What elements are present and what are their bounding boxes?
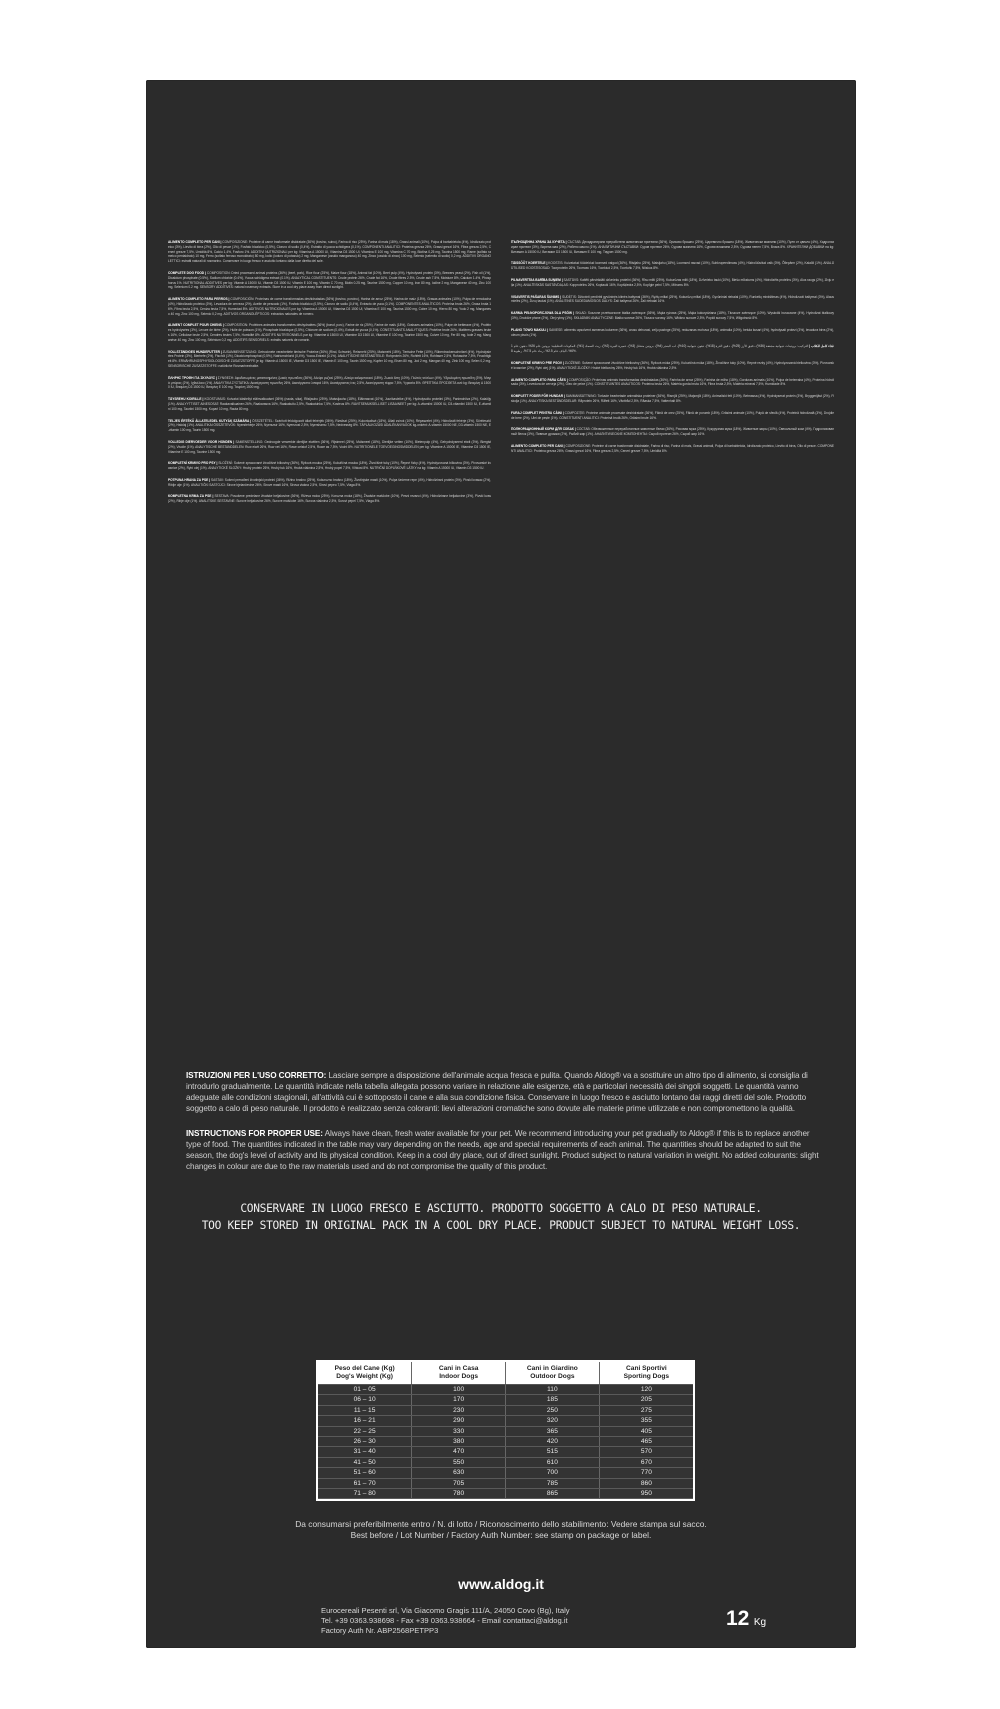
ingredient-block: TELJES ÉRTÉKŰ ÁLLATELEDEL KUTYÁK SZÁMÁRA | ÖSSZETÉTEL: Szárított feldolgozott állati fehérjék (36%), Rizsliszt (25%), Kukoricaliszt (18%), Állati zsírok (10%), Répaszelet (4%), Hidrolizált fehérje (3%), Sörélesztő (2%), Halolaj (1%). ANALITIKAI ÖSSZETEVŐK: Nyersfehérje 26%, Nyerszsír 16%, Nyersrost 2,5%, Nyershamu 7,5%, Nedvesség 8%. TÁPLÁLKOZÁSI ADALÉKANYAGOK kg-onként: A-vitamin 15000 NE, D3-vitamin 1500 NE, E-vitamin 100 mg, Taurin 1500 mg. — [168, 418, 491, 433]
table-cell: 01 – 05 — [318, 1385, 412, 1395]
instructions-english — [186, 1128, 820, 1172]
table-cell: 06 – 10 — [318, 1395, 412, 1405]
table-row — [318, 1468, 693, 1478]
table-cell: 470 — [412, 1447, 506, 1457]
header-label-english: Sporting Dogs — [623, 1373, 670, 1380]
ingredient-block: COMPLETE DOG FOOD | COMPOSITION: Dried processed animal proteins (36%) (beef, pork), Rice flour (25%), Maize flour (18%), Animal fat (10%), Beet pulp (4%), Hydrolysed protein (3%), Brewers yeast (2%), Fish oil (1%), Dicalcium phosphate (0.5%), Sodium chloride (0.4%), Yucca schidigera extract (0.1%). ANALYTICAL CONSTITUENTS: Crude protein 26%, Crude fat 16%, Crude fibres 2.5%, Crude ash 7.5%, Moisture 8%, Calcium 1.4%, Phosphorus 1%. NUTRITIONAL ADDITIVES per kg: Vitamin A 15000 IU, Vitamin D3 1500 IU, Vitamin E 100 mg, Vitamin C 70 mg, Biotin 0.25 mg, Taurine 1500 mg, Copper 10 mg, Iron 80 mg, Iodine 2 mg, Manganese 40 mg, Zinc 100 mg, Selenium 0.2 mg. SENSORY ADDITIVES: natural rosemary extracts. Store in a cool dry place away from direct sunlight. — [168, 270, 491, 290]
instructions-it-heading: ISTRUZIONI PER L'USO CORRETTO: — [186, 1071, 327, 1080]
table-cell: 290 — [412, 1416, 506, 1426]
header-label-italian: Cani in Giardino — [526, 1365, 578, 1372]
ingredient-block: KOMPLETT FODER FÖR HUNDAR | SAMMANSÄTTNING: Torkade bearbetade animaliska proteiner (36%), Rismjöl (25%), Majsmjöl (18%), Animaliskt fett (10%), Betmassa (4%), Hydrolyserat protein (3%), Bryggerijäst (2%), Fiskolja (1%). ANALYTISKA BESTÅNDSDELAR: Råprotein 26%, Råfett 16%, Växttråd 2,5%, Råaska 7,5%, Vattenhalt 8%. — [511, 394, 834, 403]
table-cell: 120 — [599, 1385, 693, 1395]
table-cell: 865 — [506, 1489, 600, 1499]
net-weight — [726, 1607, 766, 1631]
table-cell: 630 — [412, 1468, 506, 1478]
table-cell: 700 — [506, 1468, 600, 1478]
address-line-factory-auth: Factory Auth Nr. ABP2568PETPP3 — [321, 1626, 439, 1635]
net-weight-unit: Kg — [753, 1617, 767, 1628]
feeding-table-header-row — [318, 1362, 693, 1385]
table-row — [318, 1437, 693, 1447]
table-cell: 670 — [599, 1457, 693, 1467]
table-cell: 26 – 30 — [318, 1437, 412, 1447]
ingredient-block: KOMPLETNA KRMA ZA PSE | SESTAVA: Posušene predelane živalske beljakovine (36%), Riževa moka (25%), Koruzna moka (18%), Živalske maščobe (10%), Pesni rezanci (4%), Hidrolizirane beljakovine (3%), Pivski kvas (2%), Ribje olje (1%). ANALITSKE SESTAVINE: Surove beljakovine 26%, Surove maščobe 16%, Surova vlaknina 2,5%, Surovi pepel 7,5%, Vlaga 8%. — [168, 494, 492, 504]
ingredient-block: POTPUNA HRANA ZA PSE | SASTAV: Sušeni prerađeni životinjski proteini (36%), Rižino brašno (25%), Kukuruzno brašno (18%), Životinjske masti (10%), Pulpa šećerne repe (4%), Hidrolizirani protein (3%), Pivski kvasac (2%), Riblje ulje (1%). ANALITIČKI SASTOJCI: Sirove bjelančevine 26%, Sirove masti 16%, Sirova vlakna 2,5%, Sirovi pepeo 7,5%, Vlaga 8%. — [168, 477, 491, 487]
table-cell: 205 — [599, 1395, 693, 1405]
ingredient-block: TÄISSÖÖT KOERTELE | KOOSTIS: Kuivatatud töödeldud loomsed valgud (36%), Riisijahu (25%), Maisijahu (18%), Loomsed rasvad (10%), Suhkrupeedimass (4%), Hüdrolüüsitud valk (3%), Õllepärm (2%), Kalaõli (1%). ANALÜÜTILISED KOOSTISOSAD: Toorproteiin 26%, Toorrasv 16%, Toorkiud 2,5%, Toortuhk 7,5%, Niiskus 8%. — [511, 261, 835, 271]
address-line-company: Eurocereali Pesenti srl, Via Giacomo Gragis 111/A, 24050 Covo (Bg), Italy — [321, 1606, 570, 1615]
ingredient-block: PLANO TOWO MAKULI | SAVIESE: alimentu apsolvent asmenas kulurene (36%), arusu dehurasi, zelju pazinge (25%), reduzanas mohuva (18%), animalia (10%), betula kusari (4%), hydrolysati protezi (3%), levadura birra (2%), oleum piscis (1%). — [511, 327, 834, 337]
table-cell: 780 — [412, 1489, 506, 1499]
best-before-english: Best before / Lot Number / Factory Auth Number: see stamp on package or label. — [350, 1530, 652, 1540]
ingredient-block: TÄYSREHU KOIRILLE | KOOSTUMUS: Kuivatut käsitellyt eläinvalkuaiset (36%) (nauta, sika), Riisijauho (25%), Maissijauho (18%), Eläinrasvat (10%), Juurikasleike (4%), Hydrolysoitu proteiini (3%), Panimohiiva (2%), Kalaöljy (1%). ANALYYTTISET AINESOSAT: Raakavalkuainen 26%, Raakarasva 16%, Raakakuitu 2,5%, Raakatuhka 7,5%, Kosteus 8%. RAVITSEMUKSELLISET LISÄAINEET per kg: A-vitamiini 15000 IU, D3-vitamiini 1500 IU, E-vitamiini 100 mg, Tauriini 1500 mg, Kupari 10 mg, Rauta 80 mg. — [168, 397, 491, 411]
table-cell: 770 — [599, 1468, 693, 1478]
table-cell: 330 — [412, 1426, 506, 1436]
table-cell: 100 — [412, 1385, 506, 1395]
table-cell: 320 — [506, 1416, 600, 1426]
website-url: www.aldog.it — [458, 1576, 544, 1592]
table-cell: 51 – 60 — [318, 1468, 412, 1478]
feeding-table — [318, 1362, 693, 1499]
table-cell: 250 — [506, 1405, 600, 1415]
table-cell: 22 – 25 — [318, 1426, 412, 1436]
table-cell: 405 — [599, 1426, 693, 1436]
table-cell: 11 – 15 — [318, 1405, 412, 1415]
table-cell: 16 – 21 — [318, 1416, 412, 1426]
feeding-table-header-cell — [318, 1362, 412, 1385]
ingredient-block: VOLLEDIG DIERVOEDER VOOR HONDEN | SAMENSTELLING: Gedroogde verwerkte dierlijke eiwitten (36%), Rijstmeel (25%), Maïsmeel (18%), Dierlijke vetten (10%), Bietenpulp (4%), Gehydrolyseerd eiwit (3%), Biergist (2%), Visolie (1%). ANALYTISCHE BESTANDDELEN: Ruw eiwit 26%, Ruw vet 16%, Ruwe celstof 2,5%, Ruwe as 7,5%, Vocht 8%. NUTRITIONELE TOEVOEGINGSMIDDELEN per kg: Vitamine A 15000 IE, Vitamine D3 1500 IE, Vitamine E 100 mg, Taurine 1500 mg. — [168, 439, 491, 454]
header-label-english: Indoor Dogs — [439, 1373, 479, 1380]
header-label-english: Outdoor Dogs — [530, 1373, 575, 1380]
ingredient-block: ALIMENTO COMPLETO PARA CÃES | COMPOSIÇÃO: Proteínas animais transformadas desidratadas (36%), Farinha de arroz (25%), Farinha de milho (18%), Gorduras animais (10%), Polpa de beterraba (4%), Proteína hidrolisada (3%), Levedura de cerveja (2%), Óleo de peixe (1%). CONSTITUINTES ANALÍTICOS: Proteína bruta 26%, Matéria gorda bruta 16%, Fibra bruta 2,5%, Matéria mineral 7,5%, Humidade 8%. — [511, 377, 834, 387]
ingredient-block: VISAVERTIS PAŠARAS ŠUNIMS | SUDĖTIS: Džiovinti perdirbti gyvūninės kilmės baltymai (36%), Ryžių miltai (25%), Kukurūzų miltai (18%), Gyvūniniai riebalai (10%), Runkelių minkštimas (4%), Hidrolizuoti baltymai (3%), Alaus mielės (2%), Žuvų taukai (1%). ANALITINĖS SUDEDAMOSIOS DALYS: Žali baltymai 26%, Žali riebalai 16%. — [511, 294, 834, 304]
table-cell: 31 – 40 — [318, 1447, 412, 1457]
best-before-italian: Da consumarsi preferibilmente entro / N. di lotto / Riconoscimento dello stabilimento: Vedere stampa sul sacco. — [295, 1519, 707, 1529]
table-cell: 61 – 70 — [318, 1478, 412, 1488]
instructions-en-heading: INSTRUCTIONS FOR PROPER USE: — [186, 1129, 323, 1138]
table-cell: 705 — [412, 1478, 506, 1488]
table-row — [318, 1489, 693, 1499]
feeding-table-wrapper — [316, 1360, 695, 1501]
address-line-contacts: Tel. +39 0363.938698 - Fax +39 0363.938664 - Email contattaci@aldog.it — [321, 1616, 568, 1625]
table-cell: 170 — [412, 1395, 506, 1405]
ingredient-block: ПОЛНОРАЦИОННЫЙ КОРМ ДЛЯ СОБАК | СОСТАВ: Обезвоженные переработанные животные белки (36%), Рисовая мука (25%), Кукурузная мука (18%), Животные жиры (10%), Свекольный жом (4%), Гидролизованный белок (3%), Пивные дрожжи (2%), Рыбий жир (1%). АНАЛИТИЧЕСКИЕ КОМПОНЕНТЫ: Сырой протеин 26%, Сырой жир 16%. — [511, 427, 834, 437]
ingredient-block: KOMPLETNÍ KRMIVO PRO PSY | SLOŽENÍ: Sušené zpracované živočišné bílkoviny (36%), Rýžová mouka (25%), Kukuřičná mouka (18%), Živočišné tuky (10%), Řepné řízky (4%), Hydrolyzovaná bílkovina (3%), Pivovarské kvasnice (2%), Rybí olej (1%). ANALYTICKÉ SLOŽKY: Hrubý protein 26%, Hrubý tuk 16%, Hrubá vláknina 2,5%, Hrubý popel 7,5%, Vlhkost 8%. NUTRIČNÍ DOPLŇKOVÉ LÁTKY na kg: Vitamin A 15000 IU, Vitamin D3 1500 IU. — [168, 461, 491, 471]
manufacturer-address — [321, 1606, 721, 1636]
table-cell: 550 — [412, 1457, 506, 1467]
feeding-table-body — [318, 1385, 693, 1499]
table-cell: 71 – 80 — [318, 1489, 412, 1499]
net-weight-value: 12 — [726, 1607, 750, 1630]
table-cell: 515 — [506, 1447, 600, 1457]
table-cell: 950 — [599, 1489, 693, 1499]
table-cell: 275 — [599, 1405, 693, 1415]
header-label-italian: Peso del Cane (Kg) — [334, 1365, 395, 1372]
table-cell: 570 — [599, 1447, 693, 1457]
table-cell: 420 — [506, 1437, 600, 1447]
table-row — [318, 1457, 693, 1467]
ingredient-block: ALIMENTO COMPLETO PER CANI | COMPOSIZIONE: Proteine di carne trasformate disidratate (36%) (bovino, suino), Farina di riso (25%), Farina di mais (18%), Grassi animali (10%), Polpa di barbabietola (4%), Idrolizzato proteico (3%), Lievito di birra (2%), Olio di pesce (1%), Fosfato bicalcico (0,5%), Cloruro di sodio (0,4%), Estratto di yucca schidigera (0,1%). COMPONENTI ANALITICI: Proteina grezza 26%, Grassi grezzi 16%, Fibra grezza 2,5%, Ceneri grezze 7,5%, Umidità 8%, Calcio 1,4%, Fosforo 1%. ADDITIVI NUTRIZIONALI per kg: Vitamina A 15000 UI, Vitamina D3 1500 UI, Vitamina E 100 mg, Vitamina C 70 mg, Biotina 0,25 mg, Taurina 1500 mg, Rame (solfato rameico pentaidrato) 10 mg, Ferro (solfato ferroso monoidrato) 80 mg, Iodio (ioduro di potassio) 2 mg, Manganese (ossido manganoso) 40 mg, Zinco (ossido di zinco) 100 mg, Selenio (selenito di sodio) 0,2 mg. ADDITIVI ORGANOLETTICI: estratti naturali di rosmarino. Conservare in luogo fresco e asciutto lontano dalla luce diretta del sole. — [168, 240, 492, 264]
feeding-table-header-cell — [412, 1362, 506, 1385]
ingredient-block: ΠΛΗΡΗΣ ΤΡΟΦΗ ΓΙΑ ΣΚΥΛΟΥΣ | ΣΥΝΘΕΣΗ: Αφυδατωμένες μεταποιημένες ζωικές πρωτεΐνες (36%), Αλεύρι ρυζιού (25%), Αλεύρι καλαμποκιού (18%), Ζωικά λίπη (10%), Πολτός τεύτλων (4%), Υδρολυμένη πρωτεΐνη (3%), Μαγιά μπύρας (2%), Ιχθυέλαιο (1%). ΑΝΑΛΥΤΙΚΑ ΣΥΣΤΑΤΙΚΑ: Ακατέργαστη πρωτεΐνη 26%, Ακατέργαστα λιπαρά 16%, Ακατέργαστες ίνες 2,5%, Ακατέργαστη τέφρα 7,5%, Υγρασία 8%. ΘΡΕΠΤΙΚΑ ΠΡΟΣΘΕΤΑ ανά kg: Βιταμίνη A 15000 IU, Βιταμίνη D3 1500 IU, Βιταμίνη E 100 mg, Ταυρίνη 1500 mg. — [168, 375, 491, 390]
table-row — [318, 1447, 693, 1457]
table-cell: 365 — [506, 1426, 600, 1436]
table-row — [318, 1426, 693, 1436]
table-row — [318, 1395, 693, 1405]
instructions-italian — [186, 1070, 820, 1114]
table-cell: 610 — [506, 1457, 600, 1467]
ingredient-block: ALIMENTO COMPLETO PER CANI | COMPOSIZIONE: Proteine di carne trasformate disidratate, Farina di riso, Farina di mais, Grassi animali, Polpa di barbabietola, Idrolizzato proteico, Lievito di birra, Olio di pesce. COMPONENTI ANALITICI: Proteina grezza 26%, Grassi grezzi 16%, Fibra grezza 2,5%, Ceneri grezze 7,5%, Umidità 8%. — [511, 443, 835, 453]
ingredient-block: KARMA PEŁNOPORCJOWA DLA PSÓW | SKŁAD: Suszone przetworzone białka zwierzęce (36%), Mąka ryżowa (25%), Mąka kukurydziana (18%), Tłuszcze zwierzęce (10%), Wysłodki buraczane (4%), Hydrolizat białkowy (3%), Drożdże piwne (2%), Olej rybny (1%). SKŁADNIKI ANALITYCZNE: Białko surowe 26%, Tłuszcz surowy 16%, Włókno surowe 2,5%, Popiół surowy 7,5%, Wilgotność 8%. — [511, 311, 834, 320]
usage-instructions — [186, 1070, 820, 1186]
instructions-en-text: Always have clean, fresh water available for your pet. We recommend introducing your pet gradually to Aldog® if this is to replace another type of food. The quantities indicated in the table may vary depending on the needs, age and special requirements of each animal. The quantities should be adapted to suit the season, the dog's level of activity and its physical condition. Keep in a cool dry place, out of direct sunlight. Product subject to natural variation in weight. No added colourants: slight changes in colour are due to the raw materials used and do not compromise the quality of this product. — [186, 1129, 819, 1171]
table-cell: 785 — [506, 1478, 600, 1488]
table-cell: 380 — [412, 1437, 506, 1447]
table-cell: 230 — [412, 1405, 506, 1415]
ingredient-block: ПЪЛНОЦЕННА ХРАНА ЗА КУЧЕТА | СЪСТАВ: Дехидратирани преработени животински протеини (36%), Оризово брашно (25%), Царевично брашно (18%), Животински мазнини (10%), Пулп от цвекло (4%), Хидролизиран протеин (3%), Бирена мая (2%), Рибено масло (1%). АНАЛИТИЧНИ СЪСТАВКИ: Суров протеин 26%, Сурови мазнини 16%, Сурови влакнини 2,5%, Сурова пепел 7,5%, Влага 8%. ХРАНИТЕЛНИ ДОБАВКИ на kg: Витамин A 15000 IU, Витамин D3 1500 IU, Витамин E 100 mg, Таурин 1500 mg. — [511, 240, 834, 254]
best-before-notice — [146, 1519, 856, 1541]
table-row — [318, 1385, 693, 1395]
storage-notice — [146, 1200, 856, 1234]
table-cell: 185 — [506, 1395, 600, 1405]
table-cell: 355 — [599, 1416, 693, 1426]
food-bag-back — [146, 80, 856, 1648]
instructions-it-text: Lasciare sempre a disposizione dell'animale acqua fresca e pulita. Quando Aldog® va a sostituire un altro tipo di alimento, si consiglia di introdurlo gradualmente. Le quantità indicate nella tabella allegata possono variare in relazione alle esigenze, età e particolari necessità dei singoli soggetti. Le quantità vanno adeguate alle condizioni stagionali, all'attività cui è sottoposto il cane e alla sua condizione fisica. Conservare in luogo fresco e asciutto lontano dai raggi diretti del sole. Prodotto soggetto a calo di peso naturale. Il prodotto è realizzato senza coloranti: lievi alterazioni cromatiche sono dovute alle materie prime utilizzate e non compromettono la qualità. — [186, 1071, 808, 1113]
ingredient-block: KOMPLETNÉ KRMIVO PRE PSOV | ZLOŽENIE: Sušené spracované živočíšne bielkoviny (36%), Ryžová múka (25%), Kukuričná múka (18%), Živočíšne tuky (10%), Repné rezky (4%), Hydrolyzovaná bielkovina (3%), Pivovarské kvasnice (2%), Rybí olej (1%). ANALYTICKÉ ZLOŽKY: Hrubé bielkoviny 26%, Hrubý tuk 16%, Hrubá vláknina 2,5%. — [511, 360, 834, 370]
ingredient-block: ALIMENT COMPLET POUR CHIENS | COMPOSITION: Protéines animales transformées déshydratées (36%) (bœuf, porc), Farine de riz (25%), Farine de maïs (18%), Graisses animales (10%), Pulpe de betterave (4%), Protéines hydrolysées (3%), Levure de bière (2%), Huile de poisson (1%), Phosphate bicalcique (0,5%), Chlorure de sodium (0,4%), Extrait de yucca (0,1%). CONSTITUANTS ANALYTIQUES: Protéine brute 26%, Matières grasses brutes 16%, Cellulose brute 2,5%, Cendres brutes 7,5%, Humidité 8%. ADDITIFS NUTRITIONNELS par kg: Vitamine A 15000 UI, Vitamine D3 1500 UI, Vitamine E 100 mg, Taurine 1500 mg, Cuivre 10 mg, Fer 80 mg, Iode 2 mg, Manganèse 40 mg, Zinc 100 mg, Sélénium 0,2 mg. ADDITIFS SENSORIELS: extraits naturels de romarin. — [168, 323, 492, 342]
ingredient-block: FURAJ COMPLET PENTRU CÂINI | COMPOZIȚIE: Proteine animale procesate deshidratate (36%), Făină de orez (25%), Făină de porumb (18%), Grăsimi animale (10%), Pulpă de sfeclă (4%), Proteină hidrolizată (3%), Drojdie de bere (2%), Ulei de pește (1%). CONSTITUENȚI ANALITICI: Proteină brută 26%, Grăsimi brute 16%. — [511, 410, 834, 420]
ingredients-panel — [168, 240, 834, 1030]
header-label-italian: Cani in Casa — [438, 1365, 479, 1372]
ingredients-column-right — [511, 240, 834, 461]
table-cell: 465 — [599, 1437, 693, 1447]
header-label-english: Dog's Weight (Kg) — [336, 1373, 393, 1380]
table-row — [318, 1405, 693, 1415]
table-cell: 860 — [599, 1478, 693, 1488]
storage-line-italian: CONSERVARE IN LUOGO FRESCO E ASCIUTTO. PRODOTTO SOGGETTO A CALO DI PESO NATURALE. — [240, 1202, 762, 1215]
storage-line-english: TOO KEEP STORED IN ORIGINAL PACK IN A COOL DRY PLACE. PRODUCT SUBJECT TO NATURAL WEIGHT LOSS. — [201, 1219, 801, 1232]
ingredient-block: غذاء كامل للكلاب | التركيب: بروتينات حيوانية مجففة (36%)، دقيق الأرز (25%)، دقيق الذرة (18%)، دهون حيوانية (10%)، لب البنجر (4%)، بروتين متحلل (3%)، خميرة البيرة (2%)، زيت السمك (1%). المكونات التحليلية: بروتين خام 26%، دهون خام 16%، ألياف خام 2.5%، رماد خام 7.5%، رطوبة 8%. — [511, 344, 834, 354]
ingredient-block: ALIMENTO COMPLETO PARA PERROS | COMPOSICIÓN: Proteínas de carne transformadas deshidratadas (36%) (bovino, porcino), Harina de arroz (25%), Harina de maíz (18%), Grasas animales (10%), Pulpa de remolacha (4%), Hidrolizado proteico (3%), Levadura de cerveza (2%), Aceite de pescado (1%), Fosfato bicálcico (0,5%), Cloruro de sodio (0,4%), Extracto de yuca (0,1%). COMPONENTES ANALÍTICOS: Proteína bruta 26%, Grasa bruta 16%, Fibra bruta 2,5%, Ceniza bruta 7,5%, Humedad 8%. ADITIVOS NUTRICIONALES por kg: Vitamina A 15000 UI, Vitamina D3 1500 UI, Vitamina E 100 mg, Taurina 1500 mg, Cobre 10 mg, Hierro 80 mg, Yodo 2 mg, Manganeso 40 mg, Zinc 100 mg, Selenio 0,2 mg. ADITIVOS ORGANOLÉPTICOS: extractos naturales de romero. — [168, 297, 491, 316]
ingredient-block: PILNAVERTĪGA BARĪBA SUŅIEM | SASTĀVS: Kaltēti pārstrādāti dzīvnieku proteīni (36%), Rīsu milti (25%), Kukurūzas milti (18%), Dzīvnieku tauki (10%), Biešu mīkstums (4%), Hidrolizēts proteīns (3%), Alus raugs (2%), Zivju eļļa (1%). ANALĪTISKĀS SASTĀVDAĻAS: Kopproteīns 26%, Koptauki 16%, Kopšķiedra 2,5%, Kopīgie pelni 7,5%, Mitrums 8%. — [511, 277, 834, 287]
ingredients-column-left — [168, 240, 491, 511]
feeding-table-header-cell — [506, 1362, 600, 1385]
table-row — [318, 1416, 693, 1426]
table-cell: 41 – 50 — [318, 1457, 412, 1467]
ingredient-block: VOLLSTÄNDIGES HUNDEFUTTER | ZUSAMMENSETZUNG: Getrocknete verarbeitete tierische Proteine (36%) (Rind, Schwein), Reismehl (25%), Maismehl (18%), Tierische Fette (10%), Rübentrockenschnitzel (4%), Hydrolysiertes Protein (3%), Bierhefe (2%), Fischöl (1%), Dicalciumphosphat (0,5%), Natriumchlorid (0,4%), Yucca-Extrakt (0,1%). ANALYTISCHE BESTANDTEILE: Rohprotein 26%, Rohfett 16%, Rohfaser 2,5%, Rohasche 7,5%, Feuchtigkeit 8%. ERNÄHRUNGSPHYSIOLOGISCHE ZUSATZSTOFFE je kg: Vitamin A 15000 IE, Vitamin D3 1500 IE, Vitamin E 100 mg, Taurin 1500 mg, Kupfer 10 mg, Eisen 80 mg, Jod 2 mg, Mangan 40 mg, Zink 100 mg, Selen 0,2 mg. SENSORISCHE ZUSATZSTOFFE: natürliche Rosmarinextrakte. — [168, 349, 491, 368]
header-label-italian: Cani Sportivi — [626, 1365, 667, 1372]
table-cell: 110 — [506, 1385, 600, 1395]
table-row — [318, 1478, 693, 1488]
feeding-table-header-cell — [599, 1362, 693, 1385]
